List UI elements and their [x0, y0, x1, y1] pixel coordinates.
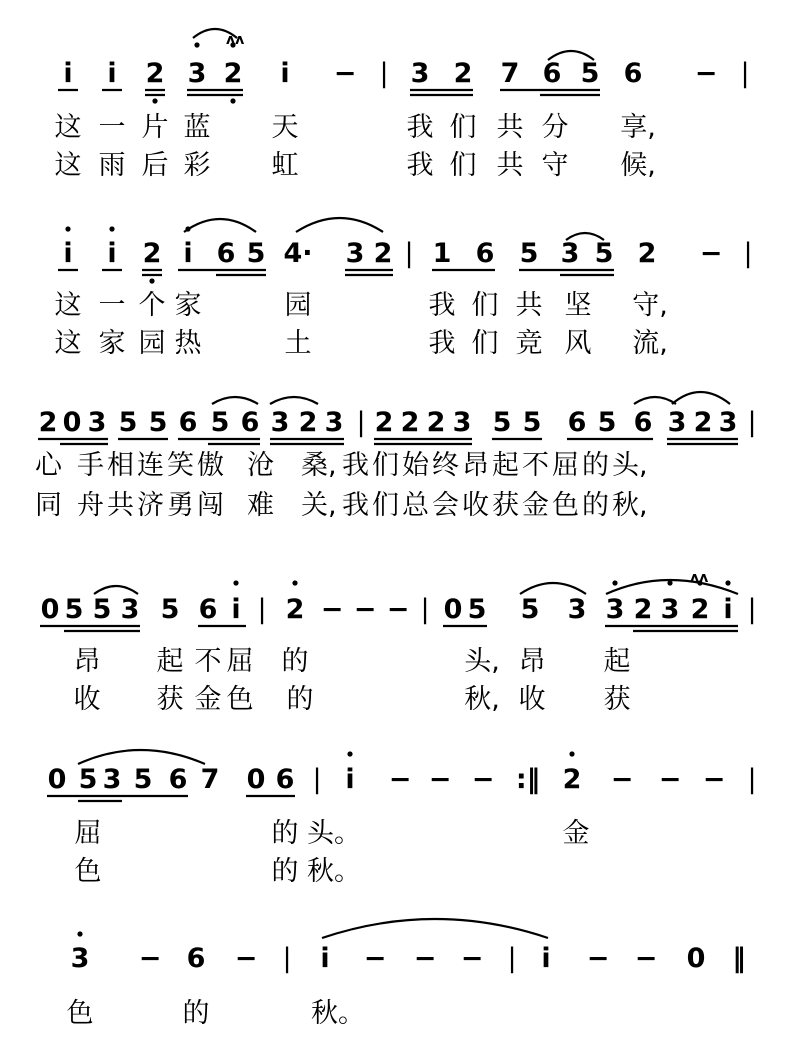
lyric: 头。 [307, 818, 361, 849]
lyric: 这 [54, 112, 82, 143]
note: 5 [148, 407, 168, 438]
note: 6 [198, 594, 218, 625]
score-system-1 [63, 58, 749, 89]
lyric: 难 [247, 490, 274, 521]
note: 4· [283, 238, 313, 269]
note: − [699, 238, 723, 269]
note: 6 [475, 238, 495, 269]
barline: | [743, 238, 753, 269]
lyrics-system-5 [75, 818, 590, 887]
note: 0 [47, 764, 67, 795]
note: 2 [373, 238, 393, 269]
lyric: 色 [66, 998, 94, 1029]
note: 6 [240, 407, 260, 438]
lyric: 金 [194, 684, 222, 715]
lyric: 一 [98, 112, 126, 143]
lyric: 的 [182, 998, 210, 1029]
note: 6 [633, 407, 653, 438]
lyric: 闯 [197, 490, 224, 521]
note: − [320, 594, 344, 625]
lyric: 个 [138, 290, 166, 321]
note: 5 [246, 238, 266, 269]
lyric: 屈 [552, 450, 579, 481]
lyric: 这 [54, 150, 82, 181]
lyric: 获 [603, 684, 631, 715]
trill-icon [226, 32, 244, 48]
lyric: 共 [107, 490, 134, 521]
lyric: 们 [449, 112, 477, 143]
lyric: 们 [449, 150, 477, 181]
note: 6 [275, 764, 295, 795]
note: 3 [660, 594, 680, 625]
lyric: 的 [271, 818, 299, 849]
lyric: 的 [286, 684, 314, 715]
note: 5 [520, 594, 540, 625]
note: − [658, 764, 682, 795]
lyric: 心 [35, 450, 62, 481]
note: i [183, 238, 193, 269]
lyric: 守 [541, 150, 569, 181]
lyric: 蓝 [183, 112, 211, 143]
lyric: 的 [582, 490, 609, 521]
lyric: 彩 [183, 150, 211, 181]
system-6-dots [77, 931, 82, 936]
lyric: 不 [522, 450, 549, 481]
lyric: 色 [74, 856, 102, 887]
note: 3 [102, 764, 122, 795]
lyric: 我 [428, 290, 456, 321]
lyric: 秋。 [307, 856, 361, 887]
note: i [320, 943, 330, 974]
note: 5 [92, 594, 112, 625]
lyric: 勇 [167, 490, 194, 521]
lyric: 色 [226, 684, 254, 715]
note: i [723, 594, 733, 625]
lyric: 沧 [247, 450, 274, 481]
lyric: 屈 [74, 818, 102, 849]
lyric: 手 [77, 450, 104, 481]
trill-icon [690, 570, 708, 586]
barline: | [282, 943, 292, 974]
note: 5 [133, 764, 153, 795]
lyric: 屈 [226, 646, 254, 677]
lyric: 竞 [515, 328, 543, 359]
note: 2 [633, 594, 653, 625]
lyric: 获 [492, 490, 519, 521]
note: 2 [453, 58, 473, 89]
lyric: 昂 [73, 646, 101, 677]
lyric: 收 [73, 684, 101, 715]
lyric: 们 [471, 328, 499, 359]
barline: | [747, 407, 757, 438]
lyric: 收 [462, 490, 489, 521]
system-5-dots [347, 751, 574, 756]
note: 3 [70, 943, 90, 974]
note: − [634, 943, 658, 974]
lyric: 傲 [197, 450, 224, 481]
lyric: 我 [342, 490, 369, 521]
note: 6 [542, 58, 562, 89]
svg-text:ʌʌ: ʌʌ [226, 32, 245, 48]
note: i [63, 58, 73, 89]
note: 5 [492, 407, 512, 438]
repeat-sign: :‖ [515, 764, 541, 795]
barline: | [420, 594, 430, 625]
note: 6 [186, 943, 206, 974]
lyric: 风 [564, 328, 592, 359]
note: 5 [467, 594, 487, 625]
lyric: 们 [372, 450, 399, 481]
note: 5 [210, 407, 230, 438]
note: − [413, 943, 437, 974]
note: − [610, 764, 634, 795]
note: 2 [142, 238, 162, 269]
lyric: 金 [562, 818, 590, 849]
note: 7 [500, 58, 520, 89]
note: 6 [567, 407, 587, 438]
note: 2 [145, 58, 165, 89]
note: 2 [38, 407, 58, 438]
note: − [363, 943, 387, 974]
lyric: 这 [54, 290, 82, 321]
note: 3 [667, 407, 687, 438]
note: 6 [216, 238, 236, 269]
lyric: 的 [281, 646, 309, 677]
lyric: 流, [632, 328, 668, 359]
note: 0 [246, 764, 266, 795]
lyric: 起 [492, 450, 519, 481]
note: i [345, 764, 355, 795]
note: − [388, 764, 412, 795]
lyric: 收 [518, 684, 546, 715]
note: 3 [410, 58, 430, 89]
final-barline: ‖ [732, 943, 746, 974]
note: i [280, 58, 290, 89]
note: − [694, 58, 718, 89]
lyric: 秋, [612, 490, 648, 521]
lyric: 共 [496, 112, 524, 143]
lyric: 热 [174, 328, 202, 359]
note: 0 [40, 594, 60, 625]
lyric: 们 [471, 290, 499, 321]
score-system-3 [39, 407, 757, 438]
svg-text:ʌʌ: ʌʌ [690, 570, 709, 586]
note: − [386, 594, 410, 625]
barline: | [379, 58, 389, 89]
lyric: 我 [428, 328, 456, 359]
lyric: 笑 [167, 450, 194, 481]
lyric: 昂 [462, 450, 489, 481]
note: 3 [605, 594, 625, 625]
lyric: 共 [515, 290, 543, 321]
note: − [586, 943, 610, 974]
lyrics-system-6 [67, 998, 366, 1029]
lyrics-system-2 [55, 290, 668, 359]
lyric: 头, [464, 646, 500, 677]
note: 5 [78, 764, 98, 795]
note: 2 [223, 58, 243, 89]
note: 6 [623, 58, 643, 89]
lyric: 会 [432, 490, 459, 521]
lyric: 舟 [77, 490, 104, 521]
score-system-2 [63, 238, 752, 269]
note: 5 [597, 407, 617, 438]
barline: | [747, 764, 757, 795]
lyric: 虹 [271, 150, 299, 181]
system-6-marks [322, 919, 548, 938]
note: 2 [637, 238, 657, 269]
note: 5 [580, 58, 600, 89]
lyric: 这 [54, 328, 82, 359]
lyric: 坚 [564, 290, 592, 321]
note: − [428, 764, 452, 795]
lyric: 终 [432, 450, 459, 481]
lyric: 分 [541, 112, 569, 143]
lyric: 家 [98, 328, 126, 359]
lyric: 不 [194, 646, 222, 677]
lyric: 总 [402, 490, 429, 521]
score-system-5 [48, 764, 757, 795]
lyric: 关, [301, 490, 337, 521]
lyric: 们 [372, 490, 399, 521]
note: − [702, 764, 726, 795]
note: 6 [178, 407, 198, 438]
note: 5 [160, 594, 180, 625]
barline: | [740, 58, 750, 89]
note: i [541, 943, 551, 974]
barline: | [507, 943, 517, 974]
note: − [353, 594, 377, 625]
barline: | [747, 594, 757, 625]
score-system-6 [71, 943, 746, 974]
system-2-dots [65, 226, 193, 283]
lyric: 秋, [464, 684, 500, 715]
note: − [138, 943, 162, 974]
lyric: 一 [98, 290, 126, 321]
score-system-4 [41, 594, 757, 625]
lyric: 头, [612, 450, 648, 481]
lyric: 家 [174, 290, 202, 321]
note: 3 [567, 594, 587, 625]
note: 5 [522, 407, 542, 438]
barline: | [404, 238, 414, 269]
note: 5 [118, 407, 138, 438]
note: − [234, 943, 258, 974]
note: 7 [200, 764, 220, 795]
note: 3 [345, 238, 365, 269]
lyric: 园 [284, 290, 312, 321]
note: 0 [443, 594, 463, 625]
lyric: 济 [137, 490, 164, 521]
lyric: 色 [552, 490, 579, 521]
note: 0 [686, 943, 706, 974]
note: 2 [562, 764, 582, 795]
lyric: 同 [35, 490, 62, 521]
note: 2 [285, 594, 305, 625]
lyric: 金 [522, 490, 549, 521]
lyric: 享, [620, 112, 656, 143]
lyric: 的 [271, 856, 299, 887]
lyric: 土 [284, 328, 312, 359]
lyric: 连 [137, 450, 164, 481]
lyric: 起 [156, 646, 184, 677]
lyrics-system-1 [55, 112, 656, 181]
note: − [333, 58, 357, 89]
barline: | [356, 407, 366, 438]
lyric: 后 [141, 150, 169, 181]
note: i [107, 238, 117, 269]
note: 5 [519, 238, 539, 269]
barline: | [312, 764, 322, 795]
note: 5 [64, 594, 84, 625]
note: 2 [298, 407, 318, 438]
note: 0 [62, 407, 82, 438]
lyric: 片 [141, 112, 169, 143]
note: − [471, 764, 495, 795]
note: 3 [718, 407, 738, 438]
lyric: 守, [632, 290, 668, 321]
note: 2 [374, 407, 394, 438]
lyrics-system-4 [74, 646, 631, 715]
note: 2 [400, 407, 420, 438]
lyric: 共 [496, 150, 524, 181]
lyrics-system-3 [35, 450, 648, 521]
note: 3 [87, 407, 107, 438]
note: 3 [187, 58, 207, 89]
lyric: 我 [406, 150, 434, 181]
lyric: 园 [138, 328, 166, 359]
lyric: 的 [582, 450, 609, 481]
lyric: 起 [603, 646, 631, 677]
note: i [231, 594, 241, 625]
note: 3 [324, 407, 344, 438]
note: 3 [560, 238, 580, 269]
note: 6 [168, 764, 188, 795]
lyric: 我 [342, 450, 369, 481]
lyric: 始 [402, 450, 429, 481]
note: 3 [452, 407, 472, 438]
lyric: 我 [406, 112, 434, 143]
note: − [460, 943, 484, 974]
note: 1 [432, 238, 452, 269]
lyric: 雨 [98, 150, 126, 181]
note: 2 [690, 594, 710, 625]
lyric: 获 [156, 684, 184, 715]
note: i [63, 238, 73, 269]
lyric: 候, [620, 150, 656, 181]
barline: | [257, 594, 267, 625]
note: 2 [426, 407, 446, 438]
note: 3 [120, 594, 140, 625]
lyric: 相 [107, 450, 134, 481]
note: i [107, 58, 117, 89]
note: 5 [594, 238, 614, 269]
lyric: 天 [271, 112, 299, 143]
lyric: 昂 [518, 646, 546, 677]
note: 2 [693, 407, 713, 438]
lyric: 秋。 [311, 998, 365, 1029]
lyric: 桑, [301, 450, 337, 481]
note: 3 [270, 407, 290, 438]
